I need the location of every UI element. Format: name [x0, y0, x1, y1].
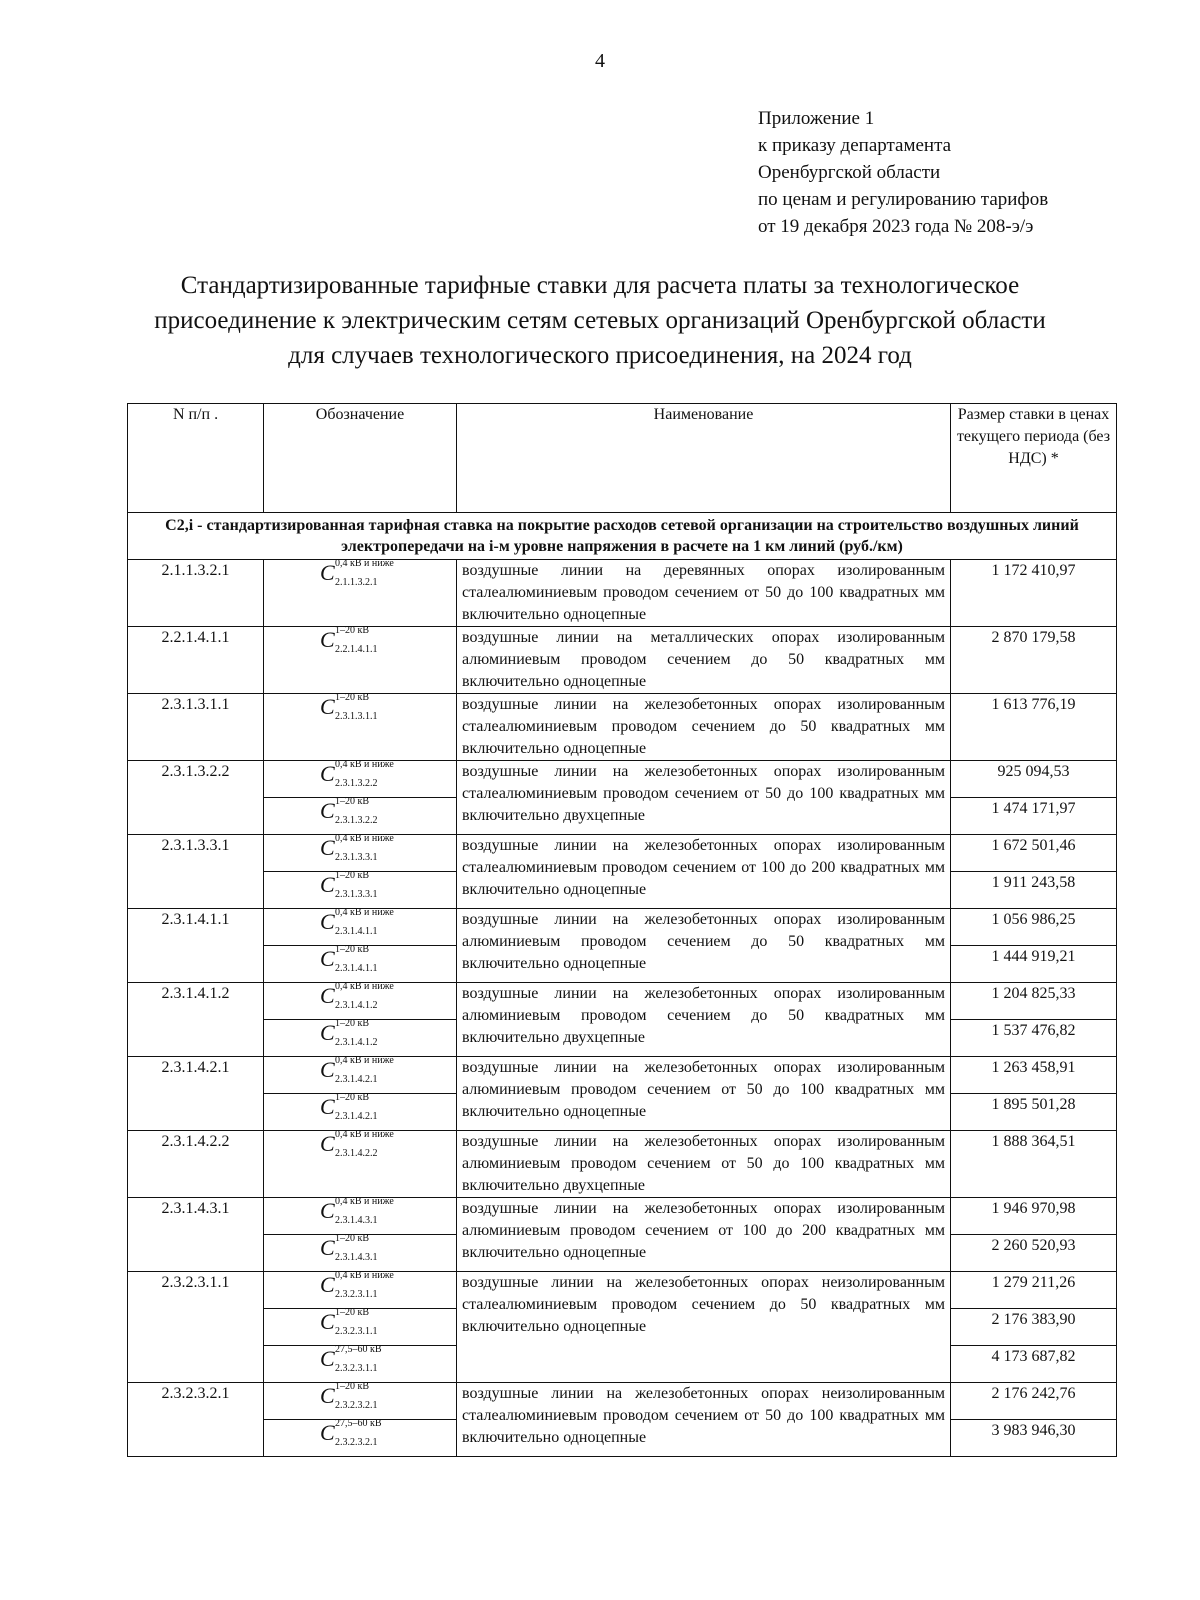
symbol-letter: C	[320, 983, 335, 1008]
table-row	[128, 1057, 1117, 1094]
code-subscript: 2.3.1.4.3.1	[335, 1252, 378, 1263]
rate-symbol	[320, 1309, 400, 1345]
rate-designation	[264, 1346, 457, 1383]
code-subscript: 2.3.1.4.1.1	[335, 926, 378, 937]
code-subscript: 2.3.1.3.1.1	[335, 711, 378, 722]
rate-value: 2 176 383,90	[951, 1309, 1117, 1346]
row-number: 2.3.1.4.3.1	[128, 1198, 264, 1272]
table-body	[128, 513, 1117, 1457]
line-description: воздушные линии на железобетонных опорах изолированным алюминиевым проводом сечением до 50 квадратных мм включительно двухцепные	[457, 983, 951, 1057]
appendix-reference	[758, 105, 1048, 240]
voltage-superscript: 0,4 кВ и ниже	[335, 558, 394, 569]
voltage-superscript: 1–20 кВ	[335, 1381, 370, 1392]
code-subscript: 2.3.1.3.2.2	[335, 815, 378, 826]
code-subscript: 2.3.1.4.3.1	[335, 1215, 378, 1226]
row-number: 2.3.2.3.1.1	[128, 1272, 264, 1383]
row-number: 2.3.1.4.1.2	[128, 983, 264, 1057]
code-subscript: 2.3.1.4.1.1	[335, 963, 378, 974]
symbol-letter: C	[320, 909, 335, 934]
symbol-letter: C	[320, 1346, 335, 1371]
rate-designation	[264, 1235, 457, 1272]
rate-symbol	[320, 694, 400, 730]
rate-value: 2 176 242,76	[951, 1383, 1117, 1420]
rate-symbol	[320, 761, 400, 797]
header-name: Наименование	[457, 404, 951, 513]
rate-symbol	[320, 1198, 400, 1234]
voltage-superscript: 1–20 кВ	[335, 1092, 370, 1103]
rate-value: 1 204 825,33	[951, 983, 1117, 1020]
rate-value: 1 537 476,82	[951, 1020, 1117, 1057]
rate-symbol	[320, 1272, 400, 1308]
voltage-superscript: 0,4 кВ и ниже	[335, 1055, 394, 1066]
symbol-letter: C	[320, 798, 335, 823]
line-description: воздушные линии на железобетонных опорах изолированным алюминиевым проводом сечением от 100 до 200 квадратных мм включительно одноцепные	[457, 1198, 951, 1272]
rate-symbol	[320, 1020, 400, 1056]
appendix-line: Оренбургской области	[758, 162, 941, 183]
rate-value: 1 444 919,21	[951, 946, 1117, 983]
rate-value: 1 911 243,58	[951, 872, 1117, 909]
rate-symbol	[320, 1346, 400, 1382]
code-subscript: 2.3.1.4.1.2	[335, 1000, 378, 1011]
code-subscript: 2.3.1.4.2.1	[335, 1111, 378, 1122]
voltage-superscript: 0,4 кВ и ниже	[335, 981, 394, 992]
voltage-superscript: 27,5–60 кВ	[335, 1344, 382, 1355]
appendix-line: к приказу департамента	[758, 135, 952, 156]
symbol-letter: C	[320, 761, 335, 786]
rate-designation	[264, 1131, 457, 1198]
symbol-letter: C	[320, 1020, 335, 1045]
voltage-superscript: 1–20 кВ	[335, 1233, 370, 1244]
code-subscript: 2.3.1.4.2.1	[335, 1074, 378, 1085]
table-row	[128, 1383, 1117, 1420]
rate-value: 1 613 776,19	[951, 694, 1117, 761]
document-title	[60, 268, 1140, 373]
rate-symbol	[320, 1235, 400, 1271]
voltage-superscript: 1–20 кВ	[335, 944, 370, 955]
title-line: Стандартизированные тарифные ставки для расчета платы за технологическое	[180, 272, 1020, 299]
rate-designation	[264, 1020, 457, 1057]
voltage-superscript: 0,4 кВ и ниже	[335, 833, 394, 844]
rate-designation	[264, 627, 457, 694]
rate-symbol	[320, 983, 400, 1019]
voltage-superscript: 1–20 кВ	[335, 625, 370, 636]
rate-value: 1 672 501,46	[951, 835, 1117, 872]
code-subscript: 2.3.1.4.1.2	[335, 1037, 378, 1048]
rate-value: 925 094,53	[951, 761, 1117, 798]
symbol-letter: C	[320, 835, 335, 860]
appendix-line: от 19 декабря 2023 года № 208-э/э	[758, 216, 1034, 237]
header-rate: Размер ставки в ценах текущего периода (без НДС) *	[951, 404, 1117, 513]
rate-designation	[264, 1383, 457, 1420]
rate-symbol	[320, 1057, 400, 1093]
symbol-letter: C	[320, 1309, 335, 1334]
rate-designation	[264, 1309, 457, 1346]
table-header-row	[128, 404, 1117, 513]
rate-designation	[264, 909, 457, 946]
line-description: воздушные линии на железобетонных опорах изолированным алюминиевым проводом сечением до 50 квадратных мм включительно одноцепные	[457, 909, 951, 983]
table-row	[128, 560, 1117, 627]
section-title: C2,i - стандартизированная тарифная ставка на покрытие расходов сетевой организации на строительство воздушных линий электропередачи на i-м уровне напряжения в расчете на 1 км линий (руб./км)	[128, 513, 1117, 560]
table-row	[128, 627, 1117, 694]
voltage-superscript: 0,4 кВ и ниже	[335, 907, 394, 918]
symbol-letter: C	[320, 1383, 335, 1408]
voltage-superscript: 0,4 кВ и ниже	[335, 1196, 394, 1207]
header-number: N п/п .	[128, 404, 264, 513]
code-subscript: 2.3.2.3.2.1	[335, 1400, 378, 1411]
line-description: воздушные линии на металлических опорах изолированным алюминиевым проводом сечением до 50 квадратных мм включительно одноцепные	[457, 627, 951, 694]
rate-designation	[264, 872, 457, 909]
voltage-superscript: 1–20 кВ	[335, 692, 370, 703]
symbol-letter: C	[320, 1198, 335, 1223]
row-number: 2.3.1.4.1.1	[128, 909, 264, 983]
rate-symbol	[320, 946, 400, 982]
symbol-letter: C	[320, 560, 335, 585]
header-designation: Обозначение	[264, 404, 457, 513]
voltage-superscript: 1–20 кВ	[335, 796, 370, 807]
voltage-superscript: 1–20 кВ	[335, 1018, 370, 1029]
row-number: 2.3.2.3.2.1	[128, 1383, 264, 1457]
row-number: 2.3.1.3.3.1	[128, 835, 264, 909]
line-description: воздушные линии на железобетонных опорах изолированным алюминиевым проводом сечением от 50 до 100 квадратных мм включительно одноцепные	[457, 1057, 951, 1131]
rate-symbol	[320, 1131, 400, 1167]
rate-value: 2 870 179,58	[951, 627, 1117, 694]
rate-symbol	[320, 1420, 400, 1456]
line-description: воздушные линии на железобетонных опорах изолированным сталеалюминиевым проводом сечением от 50 до 100 квадратных мм включительно двухцепные	[457, 761, 951, 835]
code-subscript: 2.3.1.3.3.1	[335, 852, 378, 863]
symbol-letter: C	[320, 627, 335, 652]
rate-symbol	[320, 1094, 400, 1130]
row-number: 2.3.1.3.1.1	[128, 694, 264, 761]
line-description: воздушные линии на железобетонных опорах изолированным сталеалюминиевым проводом сечением от 100 до 200 квадратных мм включительно одноцепные	[457, 835, 951, 909]
code-subscript: 2.3.2.3.1.1	[335, 1363, 378, 1374]
rate-designation	[264, 560, 457, 627]
rate-value: 1 172 410,97	[951, 560, 1117, 627]
table-row	[128, 909, 1117, 946]
symbol-letter: C	[320, 694, 335, 719]
rate-value: 1 056 986,25	[951, 909, 1117, 946]
rate-designation	[264, 1420, 457, 1457]
symbol-letter: C	[320, 872, 335, 897]
table-row	[128, 835, 1117, 872]
rate-designation	[264, 761, 457, 798]
table-row	[128, 1272, 1117, 1309]
symbol-letter: C	[320, 1420, 335, 1445]
voltage-superscript: 1–20 кВ	[335, 1307, 370, 1318]
rate-designation	[264, 694, 457, 761]
rate-symbol	[320, 627, 400, 663]
voltage-superscript: 0,4 кВ и ниже	[335, 1270, 394, 1281]
appendix-line: по ценам и регулированию тарифов	[758, 189, 1049, 210]
tariff-table	[127, 403, 1117, 1457]
rate-symbol	[320, 909, 400, 945]
row-number: 2.3.1.3.2.2	[128, 761, 264, 835]
symbol-letter: C	[320, 1094, 335, 1119]
code-subscript: 2.3.1.3.2.2	[335, 778, 378, 789]
rate-value: 3 983 946,30	[951, 1420, 1117, 1457]
rate-designation	[264, 1094, 457, 1131]
title-line: для случаев технологического присоединения, на 2024 год	[288, 342, 912, 369]
rate-value: 1 263 458,91	[951, 1057, 1117, 1094]
rate-designation	[264, 946, 457, 983]
symbol-letter: C	[320, 1057, 335, 1082]
rate-value: 2 260 520,93	[951, 1235, 1117, 1272]
symbol-letter: C	[320, 946, 335, 971]
code-subscript: 2.2.1.4.1.1	[335, 644, 378, 655]
title-line: присоединение к электрическим сетям сетевых организаций Оренбургской области	[154, 307, 1046, 334]
code-subscript: 2.3.2.3.1.1	[335, 1326, 378, 1337]
rate-symbol	[320, 798, 400, 834]
code-subscript: 2.3.1.4.2.2	[335, 1148, 378, 1159]
code-subscript: 2.3.2.3.2.1	[335, 1437, 378, 1448]
table-row	[128, 761, 1117, 798]
rate-symbol	[320, 560, 400, 596]
code-subscript: 2.3.2.3.1.1	[335, 1289, 378, 1300]
rate-designation	[264, 798, 457, 835]
line-description: воздушные линии на деревянных опорах изолированным сталеалюминиевым проводом сечением от 50 до 100 квадратных мм включительно одноцепные	[457, 560, 951, 627]
line-description: воздушные линии на железобетонных опорах неизолированным сталеалюминиевым проводом сечением от 50 до 100 квадратных мм включительно одноцепные	[457, 1383, 951, 1457]
section-row	[128, 513, 1117, 560]
rate-symbol	[320, 835, 400, 871]
rate-designation	[264, 835, 457, 872]
rate-value: 1 474 171,97	[951, 798, 1117, 835]
code-subscript: 2.3.1.3.3.1	[335, 889, 378, 900]
rate-value: 1 895 501,28	[951, 1094, 1117, 1131]
voltage-superscript: 27,5–60 кВ	[335, 1418, 382, 1429]
rate-value: 4 173 687,82	[951, 1346, 1117, 1383]
table-row	[128, 1131, 1117, 1198]
line-description: воздушные линии на железобетонных опорах неизолированным сталеалюминиевым проводом сечением до 50 квадратных мм включительно одноцепные	[457, 1272, 951, 1383]
rate-designation	[264, 1057, 457, 1094]
symbol-letter: C	[320, 1235, 335, 1260]
page-number: 4	[595, 50, 605, 72]
row-number: 2.1.1.3.2.1	[128, 560, 264, 627]
rate-designation	[264, 1198, 457, 1235]
rate-symbol	[320, 1383, 400, 1419]
table-row	[128, 1198, 1117, 1235]
row-number: 2.3.1.4.2.1	[128, 1057, 264, 1131]
row-number: 2.2.1.4.1.1	[128, 627, 264, 694]
code-subscript: 2.1.1.3.2.1	[335, 577, 378, 588]
voltage-superscript: 0,4 кВ и ниже	[335, 759, 394, 770]
rate-value: 1 946 970,98	[951, 1198, 1117, 1235]
voltage-superscript: 1–20 кВ	[335, 870, 370, 881]
rate-value: 1 888 364,51	[951, 1131, 1117, 1198]
appendix-line: Приложение 1	[758, 108, 875, 129]
voltage-superscript: 0,4 кВ и ниже	[335, 1129, 394, 1140]
row-number: 2.3.1.4.2.2	[128, 1131, 264, 1198]
line-description: воздушные линии на железобетонных опорах изолированным сталеалюминиевым проводом сечением до 50 квадратных мм включительно одноцепные	[457, 694, 951, 761]
rate-designation	[264, 983, 457, 1020]
rate-symbol	[320, 872, 400, 908]
table-row	[128, 694, 1117, 761]
symbol-letter: C	[320, 1131, 335, 1156]
rate-value: 1 279 211,26	[951, 1272, 1117, 1309]
line-description: воздушные линии на железобетонных опорах изолированным алюминиевым проводом сечением от 50 до 100 квадратных мм включительно двухцепные	[457, 1131, 951, 1198]
symbol-letter: C	[320, 1272, 335, 1297]
rate-designation	[264, 1272, 457, 1309]
table-row	[128, 983, 1117, 1020]
